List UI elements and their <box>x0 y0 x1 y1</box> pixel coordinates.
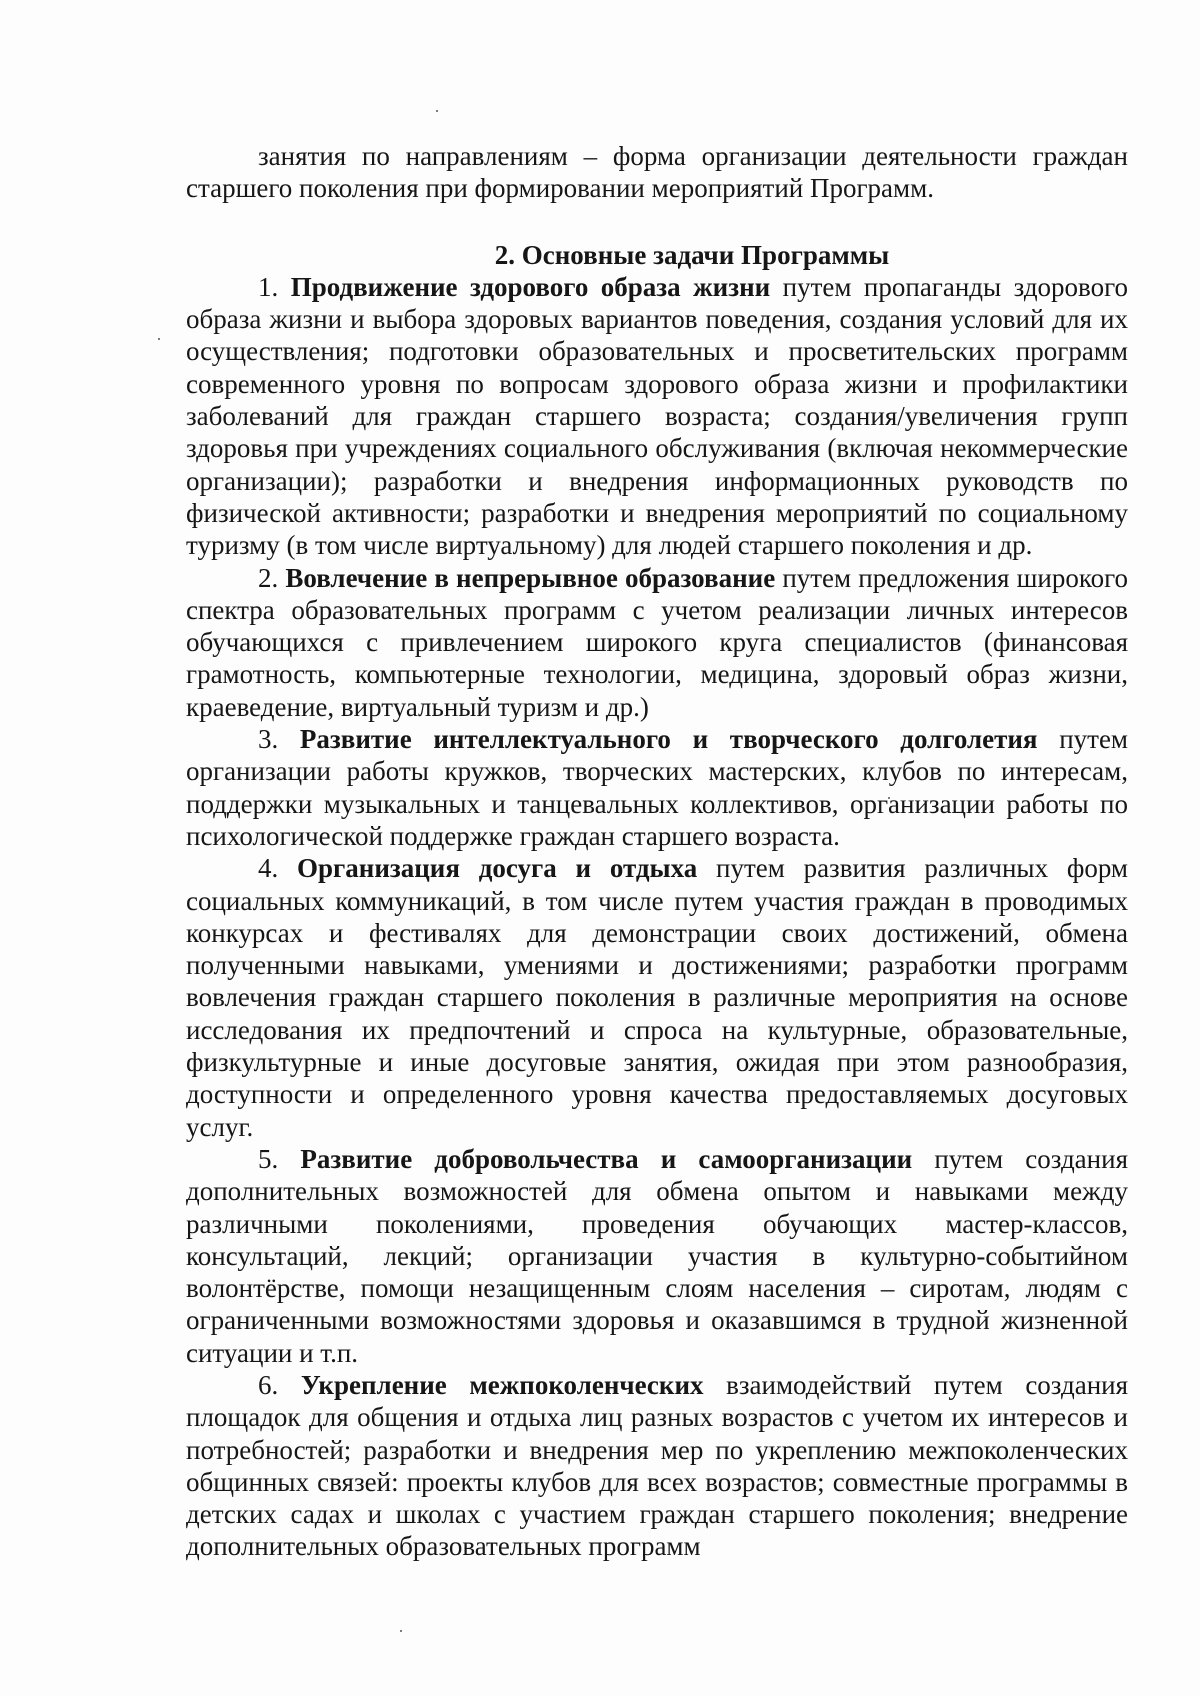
task-text: путем создания дополнительных возможностей для обмена опытом и навыками между различными поколениями, проведения обучающих мастер-классов, консультаций, лекций; организации участия в культурно-событийном волонтёрстве, помощи незащищенным слоям населения – сиротам, людям с ограниченными возможностями здоровья и оказавшимся в трудной жизненной ситуации и т.п. <box>186 1143 1128 1368</box>
task-title: Вовлечение в непрерывное образование <box>285 562 776 593</box>
task-number: 2. <box>258 562 279 593</box>
task-paragraph-2 <box>186 562 1128 723</box>
task-paragraph-1 <box>186 271 1128 562</box>
task-number: 4. <box>258 853 279 884</box>
task-text: взаимодействий путем создания площадок для общения и отдыха лиц разных возрастов с учетом их интересов и потребностей; разработки и внедрения мер по укреплению межпоколенческих общинных связей: проекты клубов для всех возрастов; совместные программы в детских садах и школах с участием граждан старшего поколения; внедрение дополнительных образовательных программ <box>186 1369 1129 1562</box>
task-title: Развитие интеллектуального и творческого долголетия <box>299 724 1038 755</box>
document-body <box>186 140 1128 1563</box>
task-number: 5. <box>258 1143 279 1174</box>
task-paragraph-5 <box>186 1143 1128 1369</box>
task-number: 6. <box>258 1369 279 1400</box>
section-title: 2. Основные задачи Программы <box>494 239 890 270</box>
scan-speck <box>158 338 160 340</box>
task-title: Развитие добровольчества и самоорганизации <box>300 1143 913 1174</box>
task-text: путем развития различных форм социальных коммуникаций, в том числе путем участия граждан в проводимых конкурсах и фестивалях для демонстрации своих достижений, обмена полученными навыками, умениями и достижениями; разработки программ вовлечения граждан старшего поколения в различные мероприятия на основе исследования их предпочтений и спроса на культурные, образовательные, физкультурные и иные досуговые занятия, ожидая при этом разнообразия, доступности и определенного уровня качества предоставляемых досуговых услуг. <box>186 853 1128 1142</box>
task-paragraph-3 <box>186 723 1128 852</box>
task-title: Укрепление межпоколенческих <box>300 1369 704 1400</box>
task-text: путем организации работы кружков, творческих мастерских, клубов по интересам, поддержки музыкальных и танцевальных коллективов, организации работы по психологической поддержке граждан старшего возраста. <box>186 724 1129 851</box>
task-title: Организация досуга и отдыха <box>297 853 698 884</box>
scan-speck <box>400 1630 402 1632</box>
task-paragraph-4 <box>186 852 1128 1143</box>
task-title: Продвижение здорового образа жизни <box>290 271 771 302</box>
task-number: 3. <box>258 724 279 755</box>
task-text: путем пропаганды здорового образа жизни и выбора здоровых вариантов поведения, создания условий для их осуществления; подготовки образовательных и просветительских программ современного уровня по вопросам здорового образа жизни и профилактики заболеваний для граждан старшего возраста; создания/увеличения групп здоровья при учреждениях социального обслуживания (включая некоммерческие организации); разработки и внедрения информационных руководств по физической активности; разработки и внедрения мероприятий по социальному туризму (в том числе виртуальному) для людей старшего поколения и др. <box>186 271 1129 561</box>
task-text: путем предложения широкого спектра образовательных программ с учетом реализации личных интересов обучающихся с привлечением широкого круга специалистов (финансовая грамотность, компьютерные технологии, медицина, здоровый образ жизни, краеведение, виртуальный туризм и др.) <box>186 562 1128 722</box>
scan-speck <box>436 110 438 112</box>
task-paragraph-6 <box>186 1369 1128 1563</box>
task-number: 1. <box>258 271 279 302</box>
intro-paragraph: занятия по направлениям – форма организации деятельности граждан старшего поколения при формировании мероприятий Программ. <box>186 141 1128 204</box>
